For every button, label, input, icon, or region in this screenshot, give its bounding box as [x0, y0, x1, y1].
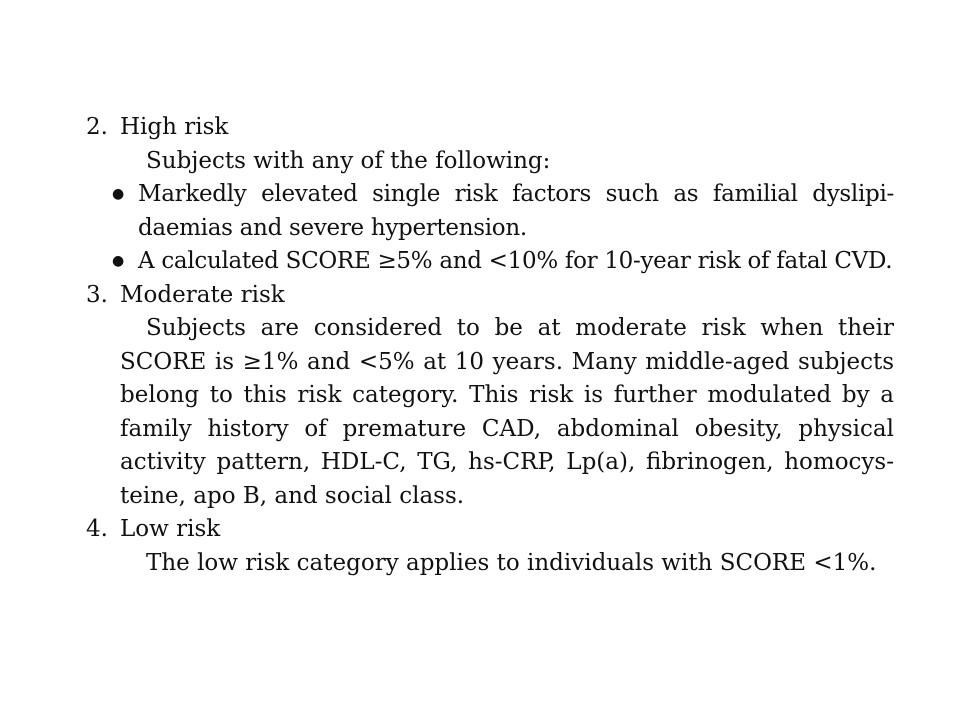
item-number: 2. — [86, 114, 108, 140]
item-body: The low risk category applies to individuals with SCORE <1%. — [146, 549, 877, 576]
bullet-icon: ● — [112, 253, 125, 269]
item-body: Subjects are considered to be at moderate risk when their SCORE is ≥1% and <5% at 10 years. Many middle-aged subjects belong to this risk category. This risk is further modulated by a family history of premature CAD, abdominal obesity, physical activity pattern, HDL-C, TG, hs-CRP, Lp(a), fibrinogen, homocys-teine, apo B, and social class. — [120, 315, 894, 509]
bullet-text: A calculated SCORE ≥5% and <10% for 10-year risk of fatal CVD. — [138, 248, 893, 274]
item-content — [120, 513, 894, 580]
bullet-list — [112, 178, 894, 279]
item-title: Moderate risk — [120, 281, 285, 308]
item-title: Low risk — [120, 516, 221, 542]
item-intro: Subjects with any of the following: — [146, 147, 551, 174]
item-number: 4. — [86, 516, 108, 542]
bullet-text: Markedly elevated single risk factors such as familial dyslipi-daemias and severe hypertension. — [138, 181, 894, 241]
risk-item-low — [86, 513, 894, 580]
item-content — [120, 279, 894, 514]
list-item — [110, 245, 894, 279]
item-content — [112, 111, 894, 279]
risk-item-high — [86, 111, 894, 279]
item-title: High risk — [120, 114, 229, 140]
risk-category-list — [86, 111, 894, 580]
item-number: 3. — [86, 281, 108, 308]
list-item — [110, 178, 894, 245]
bullet-icon: ● — [112, 186, 125, 202]
risk-item-moderate — [86, 279, 894, 514]
